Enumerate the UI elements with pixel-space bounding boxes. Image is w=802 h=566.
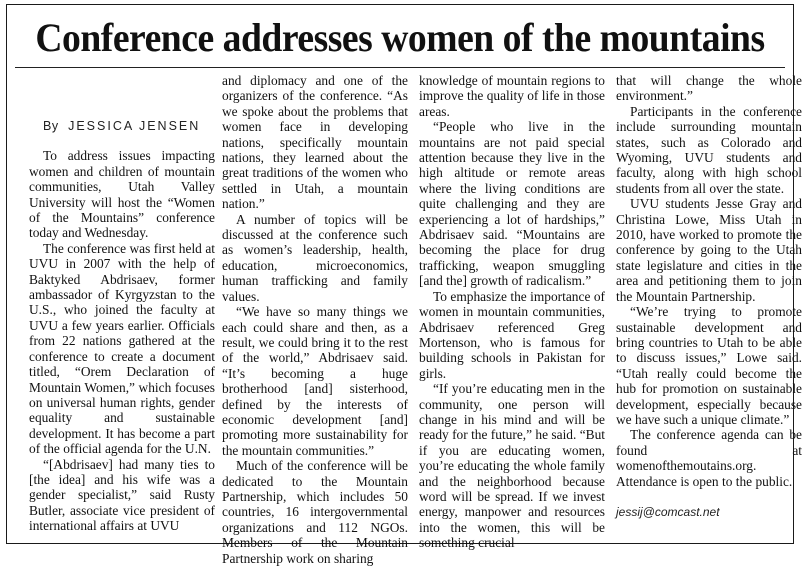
paragraph: “If you’re educating men in the community, one person will change in his mind and will be ready for the future,” he said. “But if you are educating women, you’re educating the whole family and the neighborhood because word will be spread. If we invest energy, manpower and resources into the women, this will be something crucial bbox=[419, 381, 605, 551]
article-frame bbox=[6, 4, 802, 566]
paragraph: Much of the conference will be dedicated to the Mountain Partnership, which includes 50 countries, 16 intergovernmental organizations and 112 NGOs. Members of the Mountain Partnership work on sharing bbox=[222, 458, 408, 566]
paragraph: To address issues impacting women and children of mountain communities, Utah Valley University will host the “Women of the Mountains” conference today and Wednesday. bbox=[29, 148, 215, 241]
paragraph: “We’re trying to promote sustainable development and bring countries to Utah to be able to discuss issues,” Lowe said. “Utah really could become the hub for promotion on sustainable development, especially because we have such a unique climate.” bbox=[616, 304, 802, 427]
paragraph: that will change the whole environment.” bbox=[616, 73, 802, 104]
author-email[interactable]: jessij@comcast.net bbox=[616, 504, 720, 519]
byline bbox=[43, 119, 215, 134]
paragraph: “[Abdrisaev] had many ties to [the idea] and his wife was a gender specialist,” said Rusty Butler, associate vice president of international affairs at UVU bbox=[29, 456, 215, 534]
article-body bbox=[15, 73, 802, 566]
column-4 bbox=[616, 73, 802, 539]
paragraph: A number of topics will be discussed at the conference such as women’s leadership, health, education, microeconomics, human trafficking and family values. bbox=[222, 211, 408, 304]
paragraph: The conference was first held at UVU in 2007 with the help of Baktyked Abdrisaev, former ambassador of Kyrgyzstan to the U.S., who joined the faculty at UVU a few years earlier. Officials from 22 nations gathered at the conference to create a document titled, “Orem Declaration of Mountain Women,” which focuses on universal human rights, gender equality and sustainable development. It has become a part of the official agenda for the U.N. bbox=[29, 240, 215, 457]
column-2 bbox=[222, 73, 408, 566]
byline-author: JESSICA JENSEN bbox=[68, 119, 201, 133]
paragraph: and diplomacy and one of the organizers of the conference. “As we spoke about the problems that women face in developing nations, specifically mountain nations, they learned about the great traditions of the women who settled in Utah, a mountain nation.” bbox=[222, 73, 408, 212]
column-3 bbox=[419, 73, 605, 551]
paragraph: “People who live in the mountains are not paid special attention because they live in the high altitude or remote areas where the living conditions are quite challenging and they are experiencing a lot of hardships,” Abdrisaev said. “Mountains are becoming the place for drug trafficking, weapon smuggling [and the] growth of radicalism.” bbox=[419, 119, 605, 289]
paragraph: “We have so many things we each could share and then, as a result, we could bring it to the rest of the world,” Abdrisaev said. “It’s becoming a huge brotherhood [and] sisterhood, defined by the interests of economic development [and] promoting more sustainability for the mountain communities.” bbox=[222, 304, 408, 458]
paragraph: The conference agenda can be found at womenofthemoutains.org. Attendance is open to the public. bbox=[616, 427, 802, 489]
paragraph: UVU students Jesse Gray and Christina Lowe, Miss Utah in 2010, have worked to promote the conference by going to the Utah state legislature and cities in the area and petitioning them to join the Mountain Partnership. bbox=[616, 196, 802, 304]
column-1 bbox=[29, 73, 215, 539]
headline-rule bbox=[15, 67, 785, 68]
paragraph: Participants in the conference include surrounding mountain states, such as Colorado and Wyoming, UVU students and faculty, along with high school students from all over the state. bbox=[616, 103, 802, 196]
paragraph: knowledge of mountain regions to improve the quality of life in those areas. bbox=[419, 73, 605, 119]
byline-by: By bbox=[43, 119, 59, 133]
headline: Conference addresses women of the mountains bbox=[35, 15, 765, 60]
paragraph: To emphasize the importance of women in mountain communities, Abdrisaev referenced Greg Mortenson, who is famous for building schools in Pakistan for girls. bbox=[419, 288, 605, 381]
